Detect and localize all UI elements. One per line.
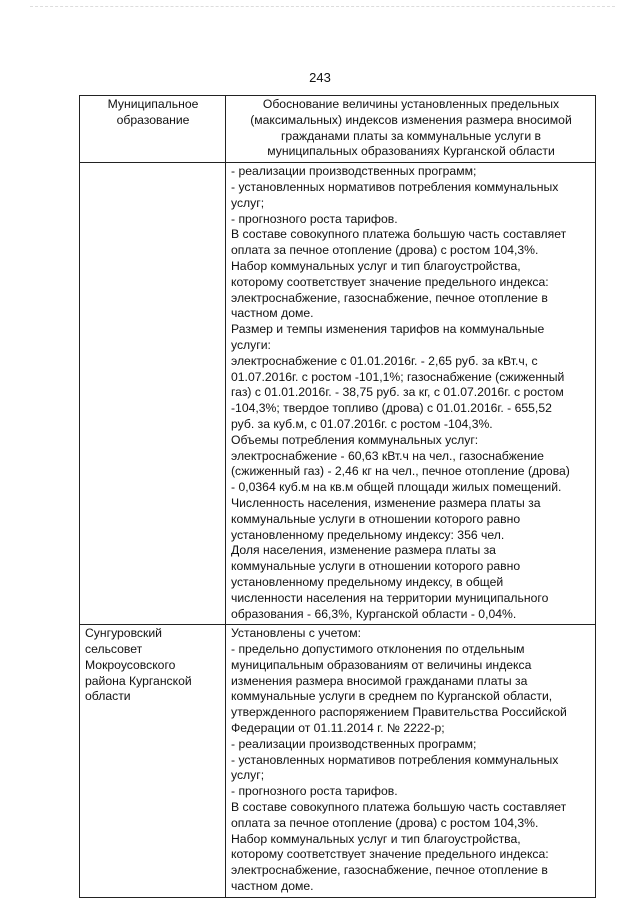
table-row [80, 625, 596, 898]
header-line: (максимальных) индексов изменения размера вносимой [250, 112, 572, 127]
justification-line: Установлены с учетом: [231, 626, 361, 641]
justification-line: Набор коммунальных услуг и тип благоустройства, [231, 258, 521, 273]
municipality-cell [80, 625, 226, 898]
justification-line: -104,3%; твердое топливо (дрова) с 01.01.2016г. - 655,52 [231, 401, 552, 416]
justification-line: установленному предельному индексу: 356 чел. [231, 527, 505, 542]
justification-cell [226, 625, 596, 898]
header-line: Муниципальное [107, 97, 199, 111]
header-line: муниципальных образованиях Курганской области [267, 144, 555, 159]
justification-line: - 0,0364 куб.м на кв.м общей площади жилых помещений. [231, 480, 562, 495]
justification-cell [226, 163, 596, 625]
justification-line: - установленных нормативов потребления коммунальных [231, 752, 559, 767]
justification-line: электроснабжение, газоснабжение, печное отопление в [231, 290, 548, 305]
justification-line: В составе совокупного платежа большую часть составляет [231, 800, 567, 815]
municipality-line: района Курганской [85, 673, 192, 688]
justification-line: - реализации производственных программ; [231, 736, 477, 751]
justification-line: частном доме. [231, 879, 314, 894]
municipality-line: сельсовет [85, 642, 143, 657]
justification-line: коммунальные услуги в среднем по Курганской области, [231, 689, 553, 704]
justification-line: услуг; [231, 768, 265, 783]
justification-line: услуг; [231, 195, 265, 210]
justification-line: изменения размера вносимой гражданами платы за [231, 673, 528, 688]
justification-line: - прогнозного роста тарифов. [231, 211, 398, 226]
justification-line: которому соответствует значение предельного индекса: [231, 847, 549, 862]
justification-line: услуги: [231, 337, 271, 352]
justification-line: которому соответствует значение предельного индекса: [231, 274, 549, 289]
justification-line: оплата за печное отопление (дрова) с ростом 104,3%. [231, 243, 539, 258]
justification-line: электроснабжение, газоснабжение, печное отопление в [231, 863, 548, 878]
justification-line: Федерации от 01.11.2014 г. № 2222-р; [231, 721, 445, 736]
justification-line: - установленных нормативов потребления коммунальных [231, 179, 559, 194]
justification-line: Численность населения, изменение размера платы за [231, 495, 541, 510]
justification-line: газ) с 01.01.2016г. - 38,75 руб. за кг, с 01.07.2016г. с ростом [231, 385, 564, 400]
justification-line: электроснабжение - 60,63 кВт.ч на чел., газоснабжение [231, 448, 544, 463]
municipality-line: области [85, 689, 131, 704]
justification-line: - предельно допустимого отклонения по отдельным [231, 642, 525, 657]
justification-line: - реализации производственных программ; [231, 164, 477, 179]
justification-line: (сжиженный газ) - 2,46 кг на чел., печное отопление (дрова) [231, 464, 570, 479]
justification-line: коммунальные услуги в отношении которого равно [231, 511, 521, 526]
municipality-line: Мокроусовского [85, 657, 176, 672]
header-municipality [80, 96, 226, 163]
justification-line: Набор коммунальных услуг и тип благоустройства, [231, 831, 521, 846]
table-row [80, 163, 596, 625]
justification-line: утвержденного распоряжением Правительства Российской [231, 705, 567, 720]
justification-line: руб. за куб.м, с 01.07.2016г. с ростом -104,3%. [231, 416, 493, 431]
header-line: Обоснование величины установленных предельных [262, 97, 560, 111]
justification-line: муниципальным образованиям от величины индекса [231, 657, 532, 672]
municipality-cell [80, 163, 226, 625]
justification-line: электроснабжение с 01.01.2016г. - 2,65 руб. за кВт.ч, с [231, 353, 538, 368]
justification-line: установленному предельному индексу, в общей [231, 574, 504, 589]
justification-line: коммунальные услуги в отношении которого равно [231, 559, 521, 574]
justification-line: - прогнозного роста тарифов. [231, 784, 398, 799]
page-number: 243 [309, 70, 331, 85]
justification-line: Объемы потребления коммунальных услуг: [231, 432, 479, 447]
header-line: гражданами платы за коммунальные услуги в [280, 128, 542, 143]
header-line: образование [116, 112, 190, 127]
municipality-line: Сунгуровский [85, 626, 162, 641]
justification-line: Доля населения, изменение размера платы за [231, 543, 496, 558]
justification-line: 01.07.2016г. с ростом -101,1%; газоснабжение (сжиженный [231, 369, 565, 384]
justification-line: образования - 66,3%, Курганской области - 0,04%. [231, 606, 517, 621]
justification-line: В составе совокупного платежа большую часть составляет [231, 227, 567, 242]
tariff-table [79, 95, 596, 898]
justification-line: Размер и темпы изменения тарифов на коммунальные [231, 322, 545, 337]
table-header-row [80, 96, 596, 163]
scan-artifact-line [30, 6, 615, 11]
justification-line: частном доме. [231, 306, 314, 321]
header-justification [226, 96, 596, 163]
justification-line: численности населения на территории муниципального [231, 590, 549, 605]
justification-line: оплата за печное отопление (дрова) с ростом 104,3%. [231, 815, 539, 830]
